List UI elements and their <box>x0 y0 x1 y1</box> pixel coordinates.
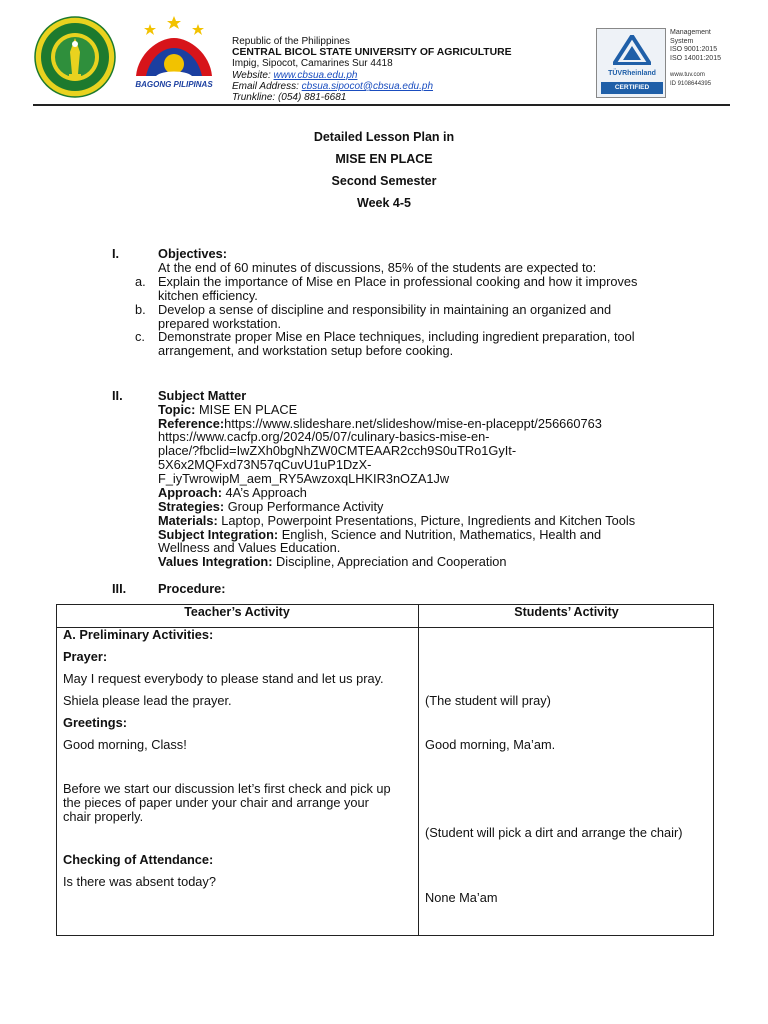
reference-url-1[interactable]: https://www.slideshare.net/slideshow/mise-en-placeppt/256660763 <box>224 416 602 431</box>
attendance-question: Is there was absent today? <box>63 874 216 889</box>
integration-value-2: Wellness and Values Education. <box>158 540 341 555</box>
header-divider <box>33 104 730 106</box>
subject-heading: Subject Matter <box>158 388 247 403</box>
preliminary-activities: A. Preliminary Activities: <box>63 627 214 642</box>
check-instruction-1: Before we start our discussion let’s first check and pick up <box>63 781 391 796</box>
values-value: Discipline, Appreciation and Cooperation <box>272 554 507 569</box>
tuv-certified-bar: CERTIFIED <box>601 82 663 94</box>
student-pray: (The student will pray) <box>425 693 551 708</box>
title-line-2: MISE EN PLACE <box>335 152 433 166</box>
objective-a-line1: Explain the importance of Mise en Place in professional cooking and how it improves <box>158 274 638 289</box>
values-label: Values Integration: <box>158 554 273 569</box>
strategies-label: Strategies: <box>158 499 225 514</box>
topic-line <box>158 403 297 417</box>
greetings-label: Greetings: <box>63 715 127 730</box>
values-line <box>158 555 507 569</box>
topic-label: Topic: <box>158 402 196 417</box>
title-line-3: Second Semester <box>331 174 437 188</box>
email-link[interactable]: cbsua.sipocot@cbsua.edu.ph <box>301 80 434 92</box>
address-line: Impig, Sipocot, Camarines Sur 4418 <box>232 58 393 70</box>
tuv-triangle-icon <box>613 35 651 65</box>
strategies-line <box>158 500 383 514</box>
tuv-line3: ISO 9001:2015 <box>670 46 718 54</box>
website-label: Website: <box>232 69 271 81</box>
website-line <box>232 70 512 81</box>
reference-url-3[interactable]: place/?fbclid=IwZXh0bgNhZW0CMTEAAR2cch9S0uTRo1GyIt- <box>158 443 517 458</box>
cbsua-seal-logo <box>34 16 116 98</box>
student-greet: Good morning, Ma’am. <box>425 737 556 752</box>
subject-number: II. <box>112 388 123 403</box>
materials-line <box>158 514 635 528</box>
approach-label: Approach: <box>158 485 222 500</box>
objective-c-line2: arrangement, and workstation setup before cooking. <box>158 343 454 358</box>
objective-a-line2: kitchen efficiency. <box>158 288 258 303</box>
tuv-certification-badge <box>596 28 730 98</box>
objective-b-line2: prepared workstation. <box>158 316 282 331</box>
tuv-line4: ISO 14001:2015 <box>670 54 721 62</box>
tuv-line1: Management <box>670 29 711 36</box>
bagong-pilipinas-caption: BAGONG PILIPINAS <box>135 80 213 89</box>
objective-c-letter: c. <box>135 329 145 344</box>
students-activity-header: Students’ Activity <box>514 605 619 619</box>
strategies-value: Group Performance Activity <box>224 499 384 514</box>
trunkline-line: Trunkline: (054) 881-6681 <box>232 92 347 104</box>
objectives-number: I. <box>112 246 120 261</box>
email-line <box>232 81 512 92</box>
procedure-heading: Procedure: <box>158 581 226 596</box>
prayer-request: May I request everybody to please stand and let us pray. <box>63 671 384 686</box>
objective-b-letter: b. <box>135 302 146 317</box>
objective-c-line1: Demonstrate proper Mise en Place techniques, including ingredient preparation, tool <box>158 329 635 344</box>
materials-label: Materials: <box>158 513 218 528</box>
check-instruction-3: chair properly. <box>63 809 144 824</box>
tuv-details <box>670 29 721 89</box>
university-header-block <box>232 36 512 103</box>
greetings-text: Good morning, Class! <box>63 737 187 752</box>
university-name: CENTRAL BICOL STATE UNIVERSITY OF AGRICULTURE <box>232 47 512 59</box>
integration-value-1: English, Science and Nutrition, Mathematics, Health and <box>278 527 602 542</box>
tuv-brand: TÜVRheinland <box>608 70 656 77</box>
objectives-heading: Objectives: <box>158 246 227 261</box>
reference-url-2[interactable]: https://www.cacfp.org/2024/05/07/culinary-basics-mise-en- <box>158 429 490 444</box>
student-none: None Ma’am <box>425 890 498 905</box>
tuv-line6: ID 9108644395 <box>670 80 712 87</box>
approach-line <box>158 486 307 500</box>
tuv-line2: System <box>670 37 694 45</box>
materials-value: Laptop, Powerpoint Presentations, Picture, Ingredients and Kitchen Tools <box>217 513 636 528</box>
tuv-line5: www.tuv.com <box>670 72 705 79</box>
topic-value: MISE EN PLACE <box>195 402 298 417</box>
email-label: Email Address: <box>232 80 299 92</box>
attendance-label: Checking of Attendance: <box>63 852 214 867</box>
check-instruction-2: the pieces of paper under your chair and arrange your <box>63 795 369 810</box>
reference-label: Reference: <box>158 416 225 431</box>
title-line-1: Detailed Lesson Plan in <box>313 130 455 144</box>
title-line-4: Week 4-5 <box>357 196 411 210</box>
country-line: Republic of the Philippines <box>232 36 350 47</box>
integration-label: Subject Integration: <box>158 527 279 542</box>
procedure-number: III. <box>112 581 127 596</box>
table-column-divider <box>418 604 419 936</box>
objective-a-letter: a. <box>135 274 146 289</box>
website-link[interactable]: www.cbsua.edu.ph <box>273 69 358 81</box>
tuv-logo-frame <box>596 28 666 98</box>
prayer-label: Prayer: <box>63 649 108 664</box>
objectives-intro: At the end of 60 minutes of discussions, 85% of the students are expected to: <box>158 260 597 275</box>
reference-url-4[interactable]: 5X6x2MQFxd73N57qCuvU1uP1DzX- <box>158 457 372 472</box>
student-pick: (Student will pick a dirt and arrange the chair) <box>425 825 683 840</box>
objective-b-line1: Develop a sense of discipline and responsibility in maintaining an organized and <box>158 302 612 317</box>
reference-url-5[interactable]: F_iyTwrowipM_aem_RY5AwzoxqLHKIR3nOZA1Jw <box>158 471 450 486</box>
teacher-activity-header: Teacher’s Activity <box>184 605 290 619</box>
approach-value: 4A’s Approach <box>222 485 307 500</box>
prayer-lead: Shiela please lead the prayer. <box>63 693 232 708</box>
